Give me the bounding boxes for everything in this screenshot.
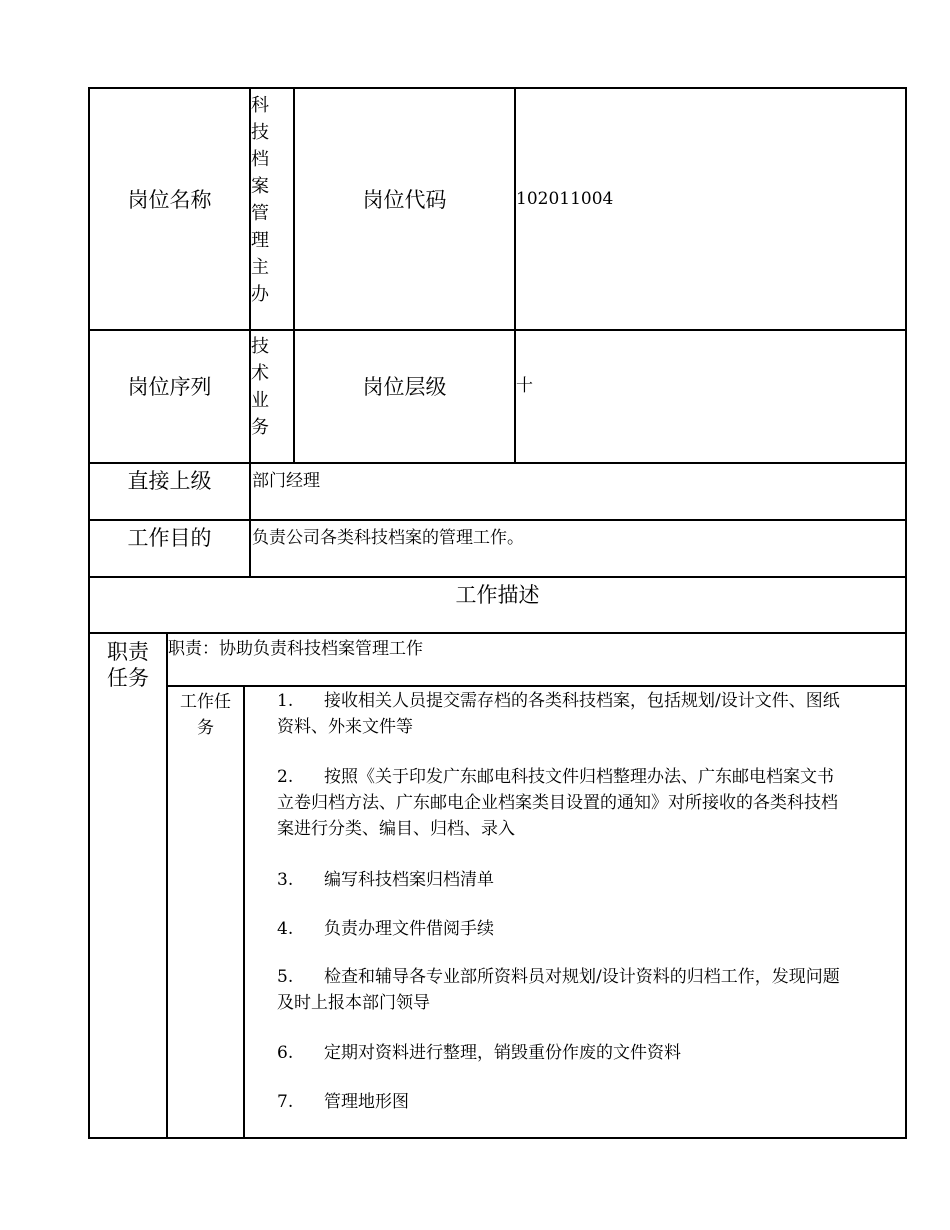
work-task-label: 工作任 务 [180, 692, 231, 738]
task-item: 4. 负责办理文件借阅手续 [277, 919, 494, 939]
position-code-label: 岗位代码 [362, 188, 447, 212]
work-purpose-label: 工作目的 [127, 526, 212, 550]
table-border-right [905, 87, 907, 1139]
position-level-label: 岗位层级 [362, 375, 447, 399]
task-item: 6. 定期对资料进行整理，销毁重份作废的文件资料 [277, 1043, 681, 1063]
direct-superior-value: 部门经理 [252, 471, 320, 491]
position-name-label: 岗位名称 [127, 188, 212, 212]
task-item: 2. 按照《关于印发广东邮电科技文件归档整理办法、广东邮电档案文书 立卷归档方法、广东邮电企业档案类目设置的通知》对所接收的各类科技档 案进行分类、编目、归档、录入 [277, 767, 838, 839]
col-divider [293, 87, 295, 464]
table-border-left [88, 87, 90, 1139]
work-purpose-value: 负责公司各类科技档案的管理工作。 [252, 528, 524, 548]
position-name-value: 科 技 档 案 管 理 主 办 [251, 95, 269, 305]
duty-title: 职责：协助负责科技档案管理工作 [168, 639, 423, 659]
task-item: 3. 编写科技档案归档清单 [277, 870, 494, 890]
task-item: 5. 检查和辅导各专业部所资料员对规划/设计资料的归档工作，发现问题 及时上报本部门领导 [277, 967, 840, 1013]
section-title: 工作描述 [455, 583, 540, 607]
duties-label: 职责 任务 [107, 640, 149, 690]
row-divider [166, 685, 907, 687]
col-divider [514, 87, 516, 464]
row-divider [88, 519, 907, 521]
row-divider [88, 576, 907, 578]
table-border-bottom [88, 1137, 907, 1139]
task-item: 7. 管理地形图 [277, 1092, 409, 1112]
position-level-value: 十 [516, 376, 533, 396]
position-sequence-value: 技 术 业 务 [251, 336, 269, 438]
table-border-top [88, 87, 907, 89]
direct-superior-label: 直接上级 [127, 469, 212, 493]
row-divider [88, 329, 907, 331]
row-divider [88, 462, 907, 464]
row-divider [88, 632, 907, 634]
position-code-value: 102011004 [516, 189, 614, 209]
col-divider [243, 685, 245, 1139]
position-sequence-label: 岗位序列 [127, 375, 212, 399]
task-item: 1. 接收相关人员提交需存档的各类科技档案，包括规划/设计文件、图纸 资料、外来文件等 [277, 691, 840, 737]
